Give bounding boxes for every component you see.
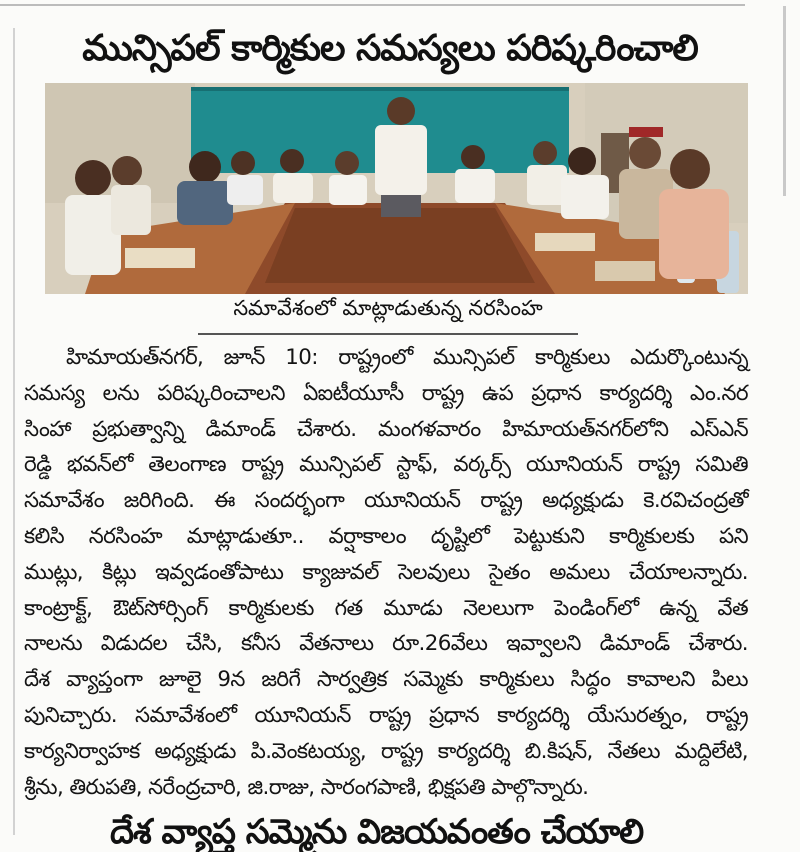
column-border	[13, 28, 15, 835]
top-rule	[0, 4, 745, 6]
next-article-headline: దేశ వ్యాప్త సమ్మెను విజయవంతం చేయాలి	[110, 812, 644, 852]
article-line: సమస్య లను పరిష్కరించాలని ఏఐటీయూసీ రాష్ట్ర ఉప ప్రధాన కార్యదర్శి ఎం.నర	[24, 380, 748, 406]
meeting-photo	[45, 83, 748, 294]
article-line: దేశ వ్యాప్తంగా జూలై 9న జరిగే సార్వత్రిక సమ్మెకు కార్మికులు సిద్ధం కావాలని పిలు	[24, 667, 748, 693]
article-body	[24, 340, 748, 805]
article-line: సమావేశం జరిగింది. ఈ సందర్భంగా యూనియన్ రాష్ట్ర అధ్యక్షుడు కె.రవిచంద్రతో	[24, 488, 748, 514]
article-line: రెడ్డి భవన్‌లో తెలంగాణ రాష్ట్ర మున్సిపల్ స్టాఫ్, వర్కర్స్ యూనియన్ రాష్ట్ర సమితి	[24, 452, 748, 478]
article-line: సింహా ప్రభుత్వాన్ని డిమాండ్ చేశారు. మంగళవారం హిమాయత్‌నగర్‌లోని ఎస్ఎన్	[24, 416, 748, 442]
article-line: పునిచ్చారు. సమావేశంలో యూనియన్ రాష్ట్ర ప్రధాన కార్యదర్శి యేసురత్నం, రాష్ట్ర	[24, 702, 748, 728]
article-line: కలిసి నరసింహ మాట్లాడుతూ.. వర్షాకాలం దృష్టిలో పెట్టుకుని కార్మికులకు పని	[24, 523, 748, 549]
article-line: శ్రీను, తిరుపతి, నరేంద్రచారి, జి.రాజు, సారంగపాణి, భిక్షపతి పాల్గొన్నారు.	[24, 774, 589, 800]
article-line: హిమాయత్‌నగర్, జూన్ 10: రాష్ట్రంలో మున్సిపల్ కార్మికులు ఎదుర్కొంటున్న	[66, 345, 748, 370]
caption-underline	[198, 333, 578, 335]
article-headline: మున్సిపల్ కార్మికుల సమస్యలు పరిష్కరించాలి	[82, 28, 698, 69]
photo-caption: సమావేశంలో మాట్లాడుతున్న నరసింహ	[233, 296, 543, 320]
article-line: నాలను విడుదల చేసి, కనీస వేతనాలు రూ.26వేలు ఇవ్వాలని డిమాండ్ చేశారు.	[24, 631, 748, 657]
right-margin-bar	[783, 6, 786, 196]
article-line: ముట్లు, కిట్లు ఇవ్వడంతోపాటు క్యాజువల్ సెలవులు సైతం అమలు చేయాలన్నారు.	[24, 559, 748, 585]
article-line: కాంట్రాక్ట్, ఔట్‌సోర్సింగ్ కార్మికులకు గత మూడు నెలలుగా పెండింగ్‌లో ఉన్న వేత	[24, 595, 748, 621]
article-line: కార్యనిర్వాహక అధ్యక్షుడు పి.వెంకటయ్య, రాష్ట్ర కార్యదర్శి బి.కిషన్, నేతలు మద్దిలేటి,	[24, 738, 748, 764]
